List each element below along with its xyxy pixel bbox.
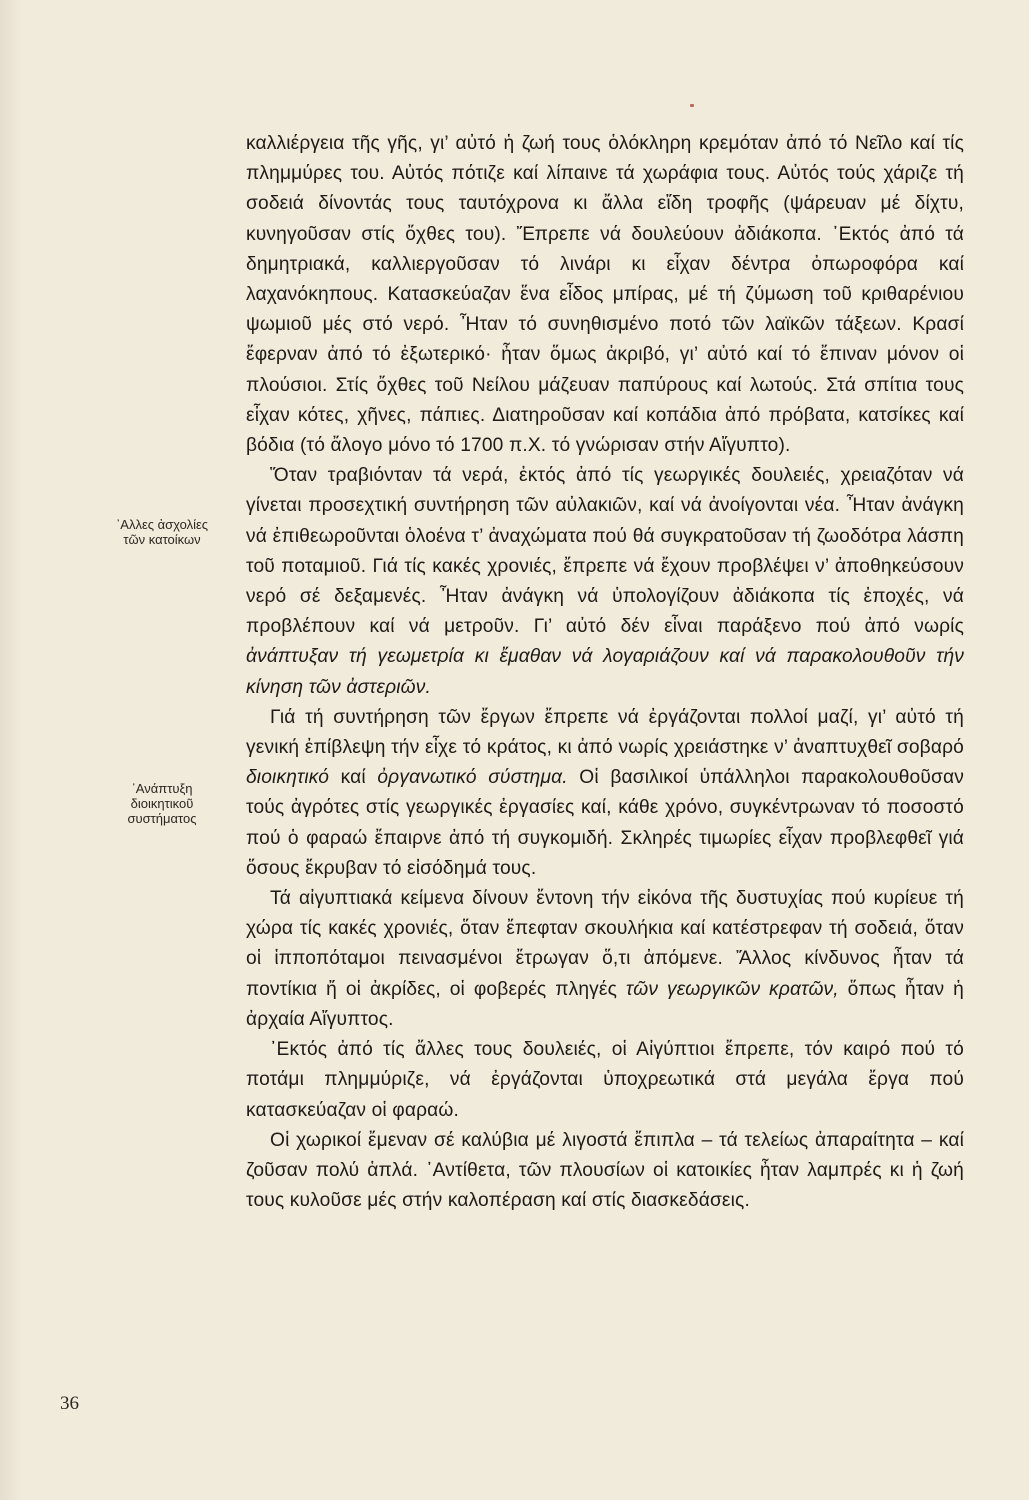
text-segment: καλλιέργεια τῆς γῆς, γι’ αὐτό ἡ ζωή τους ὁλόκληρη κρεμόταν ἀπό τό Νεῖλο καί τίς πλημμύρες του. Αὐτός πότιζε καί λίπαινε τά χωράφια τους. Αὐτός τούς χάριζε τή σοδειά δίνοντάς τους ταυτόχρονα κι ἄλλα εἴδη τροφῆς (ψάρευαν μέ δίχτυ, κυνηγοῦσαν στίς ὄχθες του). Ἔπρεπε νά δουλεύουν ἀδιάκοπα. ᾿Εκτός ἀπό τά δημητριακά, καλλιεργοῦσαν τό λινάρι κι εἶχαν δέντρα ὀπωροφόρα καί λαχανόκηπους. Κατασκεύαζαν ἕνα εἶδος μπίρας, μέ τή ζύμωση τοῦ κριθαρένιου ψωμιοῦ μές στό νερό. Ἦταν τό συνηθισμένο ποτό τῶν λαϊκῶν τάξεων. Κρασί ἔφερναν ἀπό τό ἐξωτερικό· ἦταν ὅμως ἀκριβό, γι’ αὐτό καί τό ἔπιναν μόνον οἱ πλούσιοι. Στίς ὄχθες τοῦ Νείλου μάζευαν παπύρους καί λωτούς. Στά σπίτια τους εἶχαν κότες, χῆνες, πάπιες. Διατηροῦσαν καί κοπάδια ἀπό πρόβατα, κατσίκες καί βόδια (τό ἄλογο μόνο τό 1700 π.Χ. τό γνώρισαν στήν Αἴγυπτο). [246, 133, 964, 457]
page-number: 36 [60, 1393, 79, 1414]
margin-note-line: ᾿Αλλες ἀσχολίες [115, 517, 209, 532]
paragraph-5 [246, 1035, 964, 1126]
ink-speck [690, 104, 694, 107]
paragraph-3 [246, 703, 964, 884]
italic-segment: τῶν γεωργικῶν κρατῶν, [625, 978, 839, 1000]
margin-note-occupations [92, 517, 232, 547]
text-segment: ὅπως ἦταν ἡ ἀρχαία Αἴγυπτος. [246, 978, 965, 1030]
margin-note-administration [92, 781, 232, 826]
text-segment: Γιά τή συντήρηση τῶν ἔργων ἔπρεπε νά ἐργάζονται πολλοί μαζί, γι’ αὐτό τή γενική ἐπίβλεψη τήν εἶχε τό κράτος, κι ἀπό νωρίς χρειάστηκε ν’ ἀναπτυχθεῖ σοβαρό [246, 706, 964, 759]
text-segment: Οἱ βασιλικοί ὑπάλληλοι παρακολουθοῦσαν τούς ἀγρότες στίς γεωργικές ἐργασίες καί, κάθε χρόνο, συγκέντρωναν τό ποσοστό πού ὁ φαραώ ἔπαιρνε ἀπό τή συγκομιδή. Σκληρές τιμωρίες εἶχαν προβλεφθεῖ γιά ὅσους ἔκρυβαν τό εἰσόδημά τους. [246, 767, 964, 879]
margin-note-line: τῶν κατοίκων [123, 532, 201, 547]
margin-note-line: συστήματος [127, 811, 197, 826]
italic-segment: ἀνάπτυξαν τή γεωμετρία κι ἔμαθαν νά λογαριάζουν καί νά παρακολουθοῦν τήν κίνηση τῶν ἀστεριῶν. [246, 646, 964, 698]
text-segment: Ὅταν τραβιόνταν τά νερά, ἐκτός ἀπό τίς γεωργικές δουλειές, χρειαζόταν νά γίνεται προσεχτική συντήρηση τῶν αὐλακιῶν, καί νά ἀνοίγονται νέα. Ἦταν ἀνάγκη νά ἐπιθεωροῦνται ὁλοένα τ’ ἀναχώματα πού θά συγκρατοῦσαν τή ζωοδότρα λάσπη τοῦ ποταμιοῦ. Γιά τίς κακές χρονιές, ἔπρεπε νά ἔχουν προβλέψει ν’ ἀποθηκεύσουν νερό σέ δεξαμενές. Ἦταν ἀνάγκη νά ὑπολογίζουν ἀδιάκοπα τίς ἐποχές, νά προβλέπουν καί νά μετροῦν. Γι’ αὐτό δέν εἶναι παράξενο πού ἀπό νωρίς [246, 465, 964, 638]
text-segment: Τά αἰγυπτιακά κείμενα δίνουν ἔντονη τήν εἰκόνα τῆς δυστυχίας πού κυρίευε τή χώρα τίς κακές χρονιές, ὅταν ἔπεφταν σκουλήκια καί κατέστρεφαν τή σοδειά, ὅταν οἱ ἱπποπόταμοι πεινασμένοι ἔτρωγαν ὅ,τι ἀπόμενε. Ἄλλος κίνδυνος ἦταν τά ποντίκια ἤ οἱ ἀκρίδες, οἱ φοβερές πληγές [246, 888, 964, 1000]
text-segment: καί [329, 767, 378, 789]
italic-segment: ὀργανωτικό σύστημα. [377, 767, 568, 789]
text-segment: Οἱ χωρικοί ἔμεναν σέ καλύβια μέ λιγοστά ἔπιπλα – τά τελείως ἀπαραίτητα – καί ζοῦσαν πολύ ἁπλά. ᾿Αντίθετα, τῶν πλουσίων οἱ κατοικίες ἦταν λαμπρές κι ἡ ζωή τους κυλοῦσε μές στήν καλοπέραση καί στίς διασκεδάσεις. [246, 1129, 964, 1212]
italic-segment: διοικητικό [246, 767, 330, 789]
body-text [246, 129, 964, 1216]
paragraph-2 [246, 461, 964, 703]
paragraph-1 [246, 129, 964, 461]
margin-note-line: διοικητικοῦ [130, 796, 194, 811]
paragraph-6 [246, 1126, 964, 1217]
text-segment: ᾿Εκτός ἀπό τίς ἄλλες τους δουλειές, οἱ Αἰγύπτιοι ἔπρεπε, τόν καιρό πού τό ποτάμι πλημμύριζε, νά ἐργάζονται ὑποχρεωτικά στά μεγάλα ἔργα πού κατασκεύαζαν οἱ φαραώ. [246, 1039, 964, 1121]
margin-note-line: ᾿Ανάπτυξη [131, 781, 193, 796]
paragraph-4 [246, 884, 964, 1035]
